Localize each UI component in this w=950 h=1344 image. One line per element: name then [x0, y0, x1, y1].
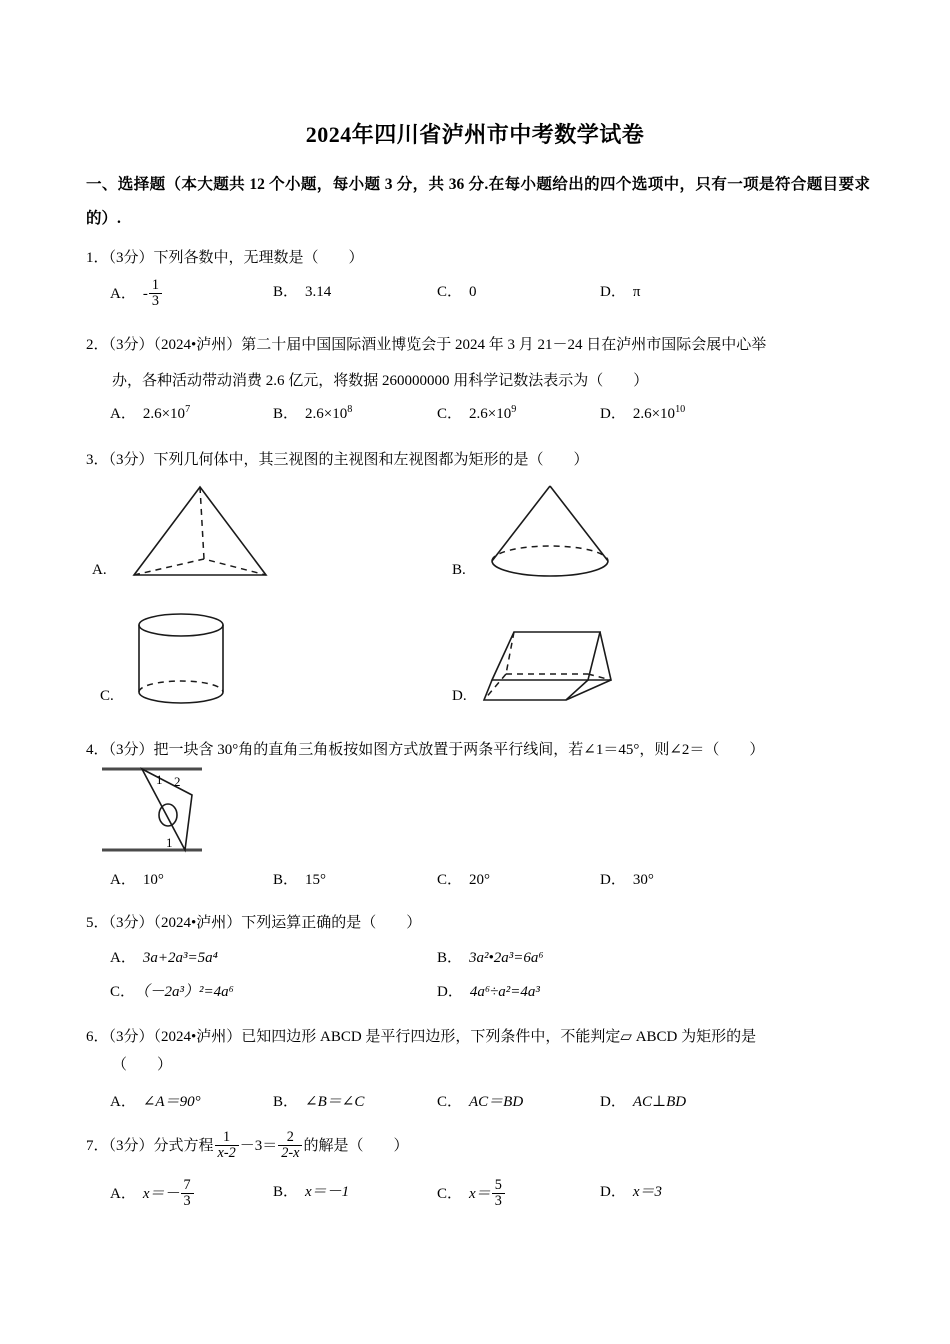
option-1-a-label: A．: [110, 285, 136, 302]
figure-3d-oblique-prism: [478, 618, 628, 708]
page-title: 2024年四川省泸州市中考数学试卷: [305, 122, 645, 147]
option-7-c-prefix: x＝: [469, 1185, 491, 1202]
question-4-stem: 4．（3分）把一块含 30°角的直角三角板按如图方式放置于两条平行线间，若∠1＝45°，则∠2＝（ ）: [86, 742, 765, 758]
option-6-d-label: D．: [600, 1094, 626, 1110]
option-1-a[interactable]: [110, 278, 163, 309]
figure-3a-label: A.: [92, 562, 107, 578]
option-4-c-value: 20°: [469, 872, 491, 888]
option-6-c-label: C．: [437, 1094, 463, 1110]
option-6-a-value: ∠A＝90°: [142, 1094, 201, 1110]
question-7-suffix: 的解是（ ）: [303, 1138, 409, 1155]
question-7-mid: －3＝: [239, 1138, 278, 1155]
question-7-stem: [86, 1130, 870, 1161]
option-7-d[interactable]: [600, 1178, 662, 1206]
figure-3a-triangular-pyramid: [118, 483, 278, 583]
figure-4-triangle-parallel-lines: [100, 762, 230, 858]
fraction-numerator: 1: [151, 277, 159, 293]
option-5-a-label: A．: [110, 950, 136, 966]
option-2-c[interactable]: [437, 400, 516, 428]
option-2-c-label: C．: [437, 406, 463, 422]
option-4-a[interactable]: [110, 866, 164, 894]
option-5-d[interactable]: [437, 978, 540, 1006]
question-7-fraction-1: [215, 1130, 239, 1161]
option-5-d-label: D．: [437, 984, 463, 1000]
section-header: 一、选择题（本大题共 12 个小题，每小题 3 分，共 36 分.在每小题给出的四个选项中，只有一项是符合题目要求的）.: [86, 176, 870, 227]
option-4-d[interactable]: [600, 866, 654, 894]
option-7-d-value: x＝3: [632, 1184, 663, 1200]
option-4-c[interactable]: [437, 866, 490, 894]
fraction-denominator: 3: [149, 293, 162, 309]
option-1-a-sign: -: [142, 285, 148, 302]
option-4-b-value: 15°: [305, 872, 327, 888]
option-6-c[interactable]: [437, 1088, 523, 1116]
option-1-b[interactable]: [273, 278, 331, 306]
question-6-stem-line2: （ ）: [112, 1057, 173, 1073]
fraction-denominator: 3: [181, 1193, 194, 1209]
option-5-b-value: 3a²•2a³=6a⁶: [469, 950, 544, 966]
option-1-c-label: C．: [437, 284, 463, 300]
option-2-b-exponent: 8: [347, 404, 353, 415]
option-1-b-label: B．: [273, 284, 299, 300]
option-4-b[interactable]: [273, 866, 326, 894]
option-2-a-mantissa: 2.6×10: [142, 406, 186, 422]
question-2-stem-line1: 2．（3分）（2024•泸州）第二十届中国国际酒业博览会于 2024 年 3 月 21－24 日在泸州市国际会展中心举: [86, 337, 767, 353]
option-7-b-value: x＝－1: [305, 1184, 350, 1200]
option-7-a[interactable]: [110, 1178, 195, 1209]
option-5-c-value: （－2a³）²=4a⁶: [142, 984, 234, 1000]
option-1-c-value: 0: [469, 284, 477, 300]
figure-3c-label: C.: [100, 688, 114, 704]
option-7-c-fraction: [492, 1178, 505, 1209]
option-7-b[interactable]: [273, 1178, 349, 1206]
option-2-a[interactable]: [110, 400, 190, 428]
fraction-denominator: x-2: [215, 1145, 239, 1161]
option-4-a-label: A．: [110, 872, 136, 888]
fraction-numerator: 1: [223, 1129, 231, 1145]
option-1-d[interactable]: [600, 278, 640, 306]
option-6-b-label: B．: [273, 1094, 299, 1110]
option-2-d-mantissa: 2.6×10: [632, 406, 676, 422]
figure-3d-label: D.: [452, 688, 467, 704]
option-2-d-label: D．: [600, 406, 626, 422]
option-7-a-label: A．: [110, 1185, 136, 1202]
fraction-numerator: 2: [286, 1129, 294, 1145]
option-7-a-fraction: [181, 1178, 194, 1209]
option-7-c-label: C．: [437, 1185, 463, 1202]
option-2-b[interactable]: [273, 400, 352, 428]
question-7-fraction-2: [278, 1130, 302, 1161]
option-7-d-label: D．: [600, 1184, 626, 1200]
angle-label-1-top: 1: [156, 772, 163, 787]
option-2-c-mantissa: 2.6×10: [469, 406, 512, 422]
option-5-b-label: B．: [437, 950, 463, 966]
option-5-d-value: 4a⁶÷a²=4a³: [469, 984, 540, 1000]
option-7-b-label: B．: [273, 1184, 299, 1200]
fraction-numerator: 5: [494, 1177, 502, 1193]
angle-label-2: 2: [174, 774, 181, 789]
option-2-a-exponent: 7: [185, 404, 191, 415]
option-6-d[interactable]: [600, 1088, 686, 1116]
figure-3c-cylinder: [126, 612, 246, 708]
option-6-b[interactable]: [273, 1088, 364, 1116]
question-7-prefix: 7．（3分）分式方程: [86, 1138, 214, 1155]
option-5-c[interactable]: [110, 978, 234, 1006]
option-7-a-prefix: x＝－: [142, 1185, 180, 1202]
option-1-c[interactable]: [437, 278, 477, 306]
option-1-d-label: D．: [600, 284, 626, 300]
option-7-c[interactable]: [437, 1178, 506, 1209]
option-6-c-value: AC＝BD: [469, 1094, 524, 1110]
option-6-d-value: AC⊥BD: [632, 1094, 687, 1110]
option-5-a[interactable]: [110, 944, 218, 972]
question-3-stem: 3．（3分）下列几何体中，其三视图的主视图和左视图都为矩形的是（ ）: [86, 452, 589, 468]
option-5-a-value: 3a+2a³=5a⁴: [142, 950, 218, 966]
fraction-denominator: 3: [492, 1193, 505, 1209]
fraction-numerator: 7: [183, 1177, 191, 1193]
question-6-stem-line1: 6．（3分）（2024•泸州）已知四边形 ABCD 是平行四边形，下列条件中，不能判定▱ ABCD 为矩形的是: [86, 1029, 757, 1045]
option-6-a[interactable]: [110, 1088, 201, 1116]
option-5-b[interactable]: [437, 944, 544, 972]
option-4-a-value: 10°: [142, 872, 164, 888]
figure-3b-cone: [480, 483, 630, 583]
option-2-d-exponent: 10: [675, 404, 686, 415]
question-5-stem: 5．（3分）（2024•泸州）下列运算正确的是（ ）: [86, 915, 422, 931]
option-4-d-label: D．: [600, 872, 626, 888]
option-2-a-label: A．: [110, 406, 136, 422]
option-4-c-label: C．: [437, 872, 463, 888]
fraction-denominator: 2-x: [278, 1145, 302, 1161]
option-5-c-label: C．: [110, 984, 136, 1000]
option-2-c-exponent: 9: [511, 404, 517, 415]
option-1-a-fraction: [149, 278, 162, 309]
figure-3b-label: B.: [452, 562, 466, 578]
option-6-b-value: ∠B＝∠C: [305, 1094, 365, 1110]
option-6-a-label: A．: [110, 1094, 136, 1110]
option-4-d-value: 30°: [632, 872, 654, 888]
option-2-b-label: B．: [273, 406, 299, 422]
option-1-d-value: π: [632, 284, 641, 300]
option-2-d[interactable]: [600, 400, 685, 428]
angle-label-1-bottom: 1: [166, 835, 173, 850]
option-2-b-mantissa: 2.6×10: [305, 406, 348, 422]
option-4-b-label: B．: [273, 872, 299, 888]
question-1-stem: 1．（3分）下列各数中，无理数是（ ）: [86, 250, 364, 266]
question-2-stem-line2: 办，各种活动带动消费 2.6 亿元，将数据 260000000 用科学记数法表示为（ ）: [112, 373, 649, 389]
option-1-b-value: 3.14: [305, 284, 332, 300]
